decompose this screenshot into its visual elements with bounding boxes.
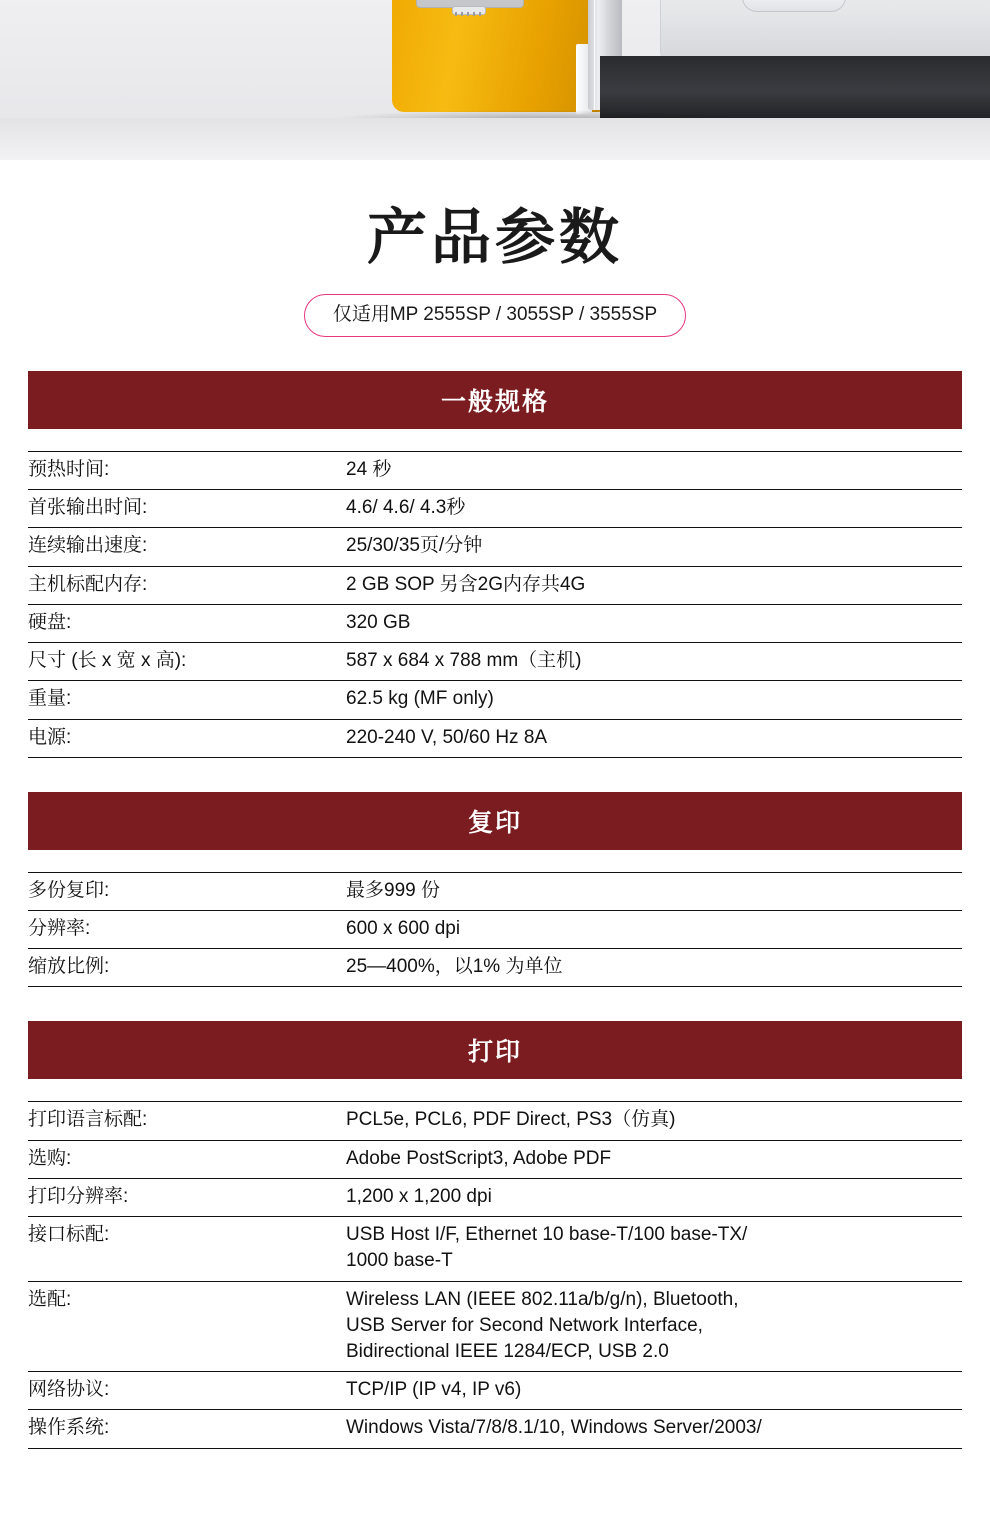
printer-handle-icon bbox=[742, 0, 846, 12]
spec-key: 缩放比例: bbox=[28, 956, 110, 978]
spec-value: Wireless LAN (IEEE 802.11a/b/g/n), Bluetooth, USB Server for Second Network Interface, Bidirectional IEEE 1284/ECP, USB 2.0 bbox=[346, 1288, 739, 1362]
spec-section bbox=[0, 1021, 990, 1448]
spec-value: 600 x 600 dpi bbox=[346, 917, 461, 939]
spec-section bbox=[0, 371, 990, 758]
spec-key: 尺寸 (长 x 宽 x 高): bbox=[28, 650, 187, 672]
table-row bbox=[28, 566, 962, 604]
spec-value: 220-240 V, 50/60 Hz 8A bbox=[346, 726, 548, 748]
section-heading: 一般规格 bbox=[28, 371, 962, 429]
panel-dots-icon bbox=[455, 12, 481, 16]
product-hero-image bbox=[0, 0, 990, 160]
spec-value: 320 GB bbox=[346, 611, 411, 633]
table-row bbox=[28, 643, 962, 681]
section-heading: 复印 bbox=[28, 792, 962, 850]
table-row bbox=[28, 528, 962, 566]
table-row bbox=[28, 1102, 962, 1140]
table-row bbox=[28, 719, 962, 757]
table-row bbox=[28, 1178, 962, 1216]
table-row bbox=[28, 872, 962, 910]
table-row bbox=[28, 1140, 962, 1178]
spec-value: 587 x 684 x 788 mm（主机) bbox=[346, 650, 582, 672]
spec-key: 选购: bbox=[28, 1147, 72, 1169]
table-row bbox=[28, 910, 962, 948]
page-title: 产品参数 bbox=[367, 204, 623, 271]
spec-value: USB Host I/F, Ethernet 10 base-T/100 base-TX/ 1000 base-T bbox=[346, 1224, 748, 1272]
table-row bbox=[28, 1410, 962, 1448]
spec-table bbox=[28, 451, 962, 758]
spec-key: 打印分辨率: bbox=[28, 1185, 129, 1207]
spec-key: 电源: bbox=[28, 726, 72, 748]
spec-table bbox=[28, 872, 962, 988]
spec-sections bbox=[0, 371, 990, 1449]
spec-key: 硬盘: bbox=[28, 611, 72, 633]
spec-value: PCL5e, PCL6, PDF Direct, PS3（仿真) bbox=[346, 1109, 676, 1131]
spec-value: 2 GB SOP 另含2G内存共4G bbox=[346, 573, 586, 595]
table-row bbox=[28, 1217, 962, 1281]
spec-value: 1,200 x 1,200 dpi bbox=[346, 1185, 492, 1207]
table-row bbox=[28, 604, 962, 642]
spec-value: Adobe PostScript3, Adobe PDF bbox=[346, 1147, 612, 1169]
spec-key: 网络协议: bbox=[28, 1379, 110, 1401]
spec-value: TCP/IP (IP v4, IP v6) bbox=[346, 1379, 522, 1401]
spec-key: 选配: bbox=[28, 1288, 72, 1310]
yellow-printer-body-icon bbox=[392, 0, 602, 112]
spec-value: Windows Vista/7/8/8.1/10, Windows Server/2003/ bbox=[346, 1417, 762, 1439]
spec-value: 25—400%，以1% 为单位 bbox=[346, 956, 563, 978]
spec-key: 操作系统: bbox=[28, 1417, 110, 1439]
section-heading: 打印 bbox=[28, 1021, 962, 1079]
spec-key: 预热时间: bbox=[28, 459, 110, 480]
spec-section bbox=[0, 792, 990, 988]
table-row bbox=[28, 1281, 962, 1372]
spec-value: 62.5 kg (MF only) bbox=[346, 688, 494, 710]
hero-floor bbox=[0, 118, 990, 160]
spec-table bbox=[28, 1101, 962, 1448]
table-row bbox=[28, 1372, 962, 1410]
spec-value: 最多999 份 bbox=[346, 879, 440, 901]
spec-key: 打印语言标配: bbox=[28, 1109, 148, 1131]
spec-key: 多份复印: bbox=[28, 879, 110, 901]
spec-key: 首张输出时间: bbox=[28, 497, 148, 519]
spec-value: 24 秒 bbox=[346, 459, 392, 480]
table-row bbox=[28, 949, 962, 987]
title-block bbox=[0, 160, 990, 337]
spec-key: 分辨率: bbox=[28, 917, 91, 939]
table-row bbox=[28, 490, 962, 528]
spec-key: 主机标配内存: bbox=[28, 573, 148, 595]
spec-value: 25/30/35页/分钟 bbox=[346, 535, 483, 557]
spec-value: 4.6/ 4.6/ 4.3秒 bbox=[346, 497, 466, 519]
table-row bbox=[28, 681, 962, 719]
spec-key: 连续输出速度: bbox=[28, 535, 148, 557]
table-row bbox=[28, 452, 962, 490]
spec-key: 接口标配: bbox=[28, 1224, 110, 1246]
spec-key: 重量: bbox=[28, 688, 72, 710]
model-applicability-badge: 仅适用MP 2555SP / 3055SP / 3555SP bbox=[304, 294, 686, 337]
